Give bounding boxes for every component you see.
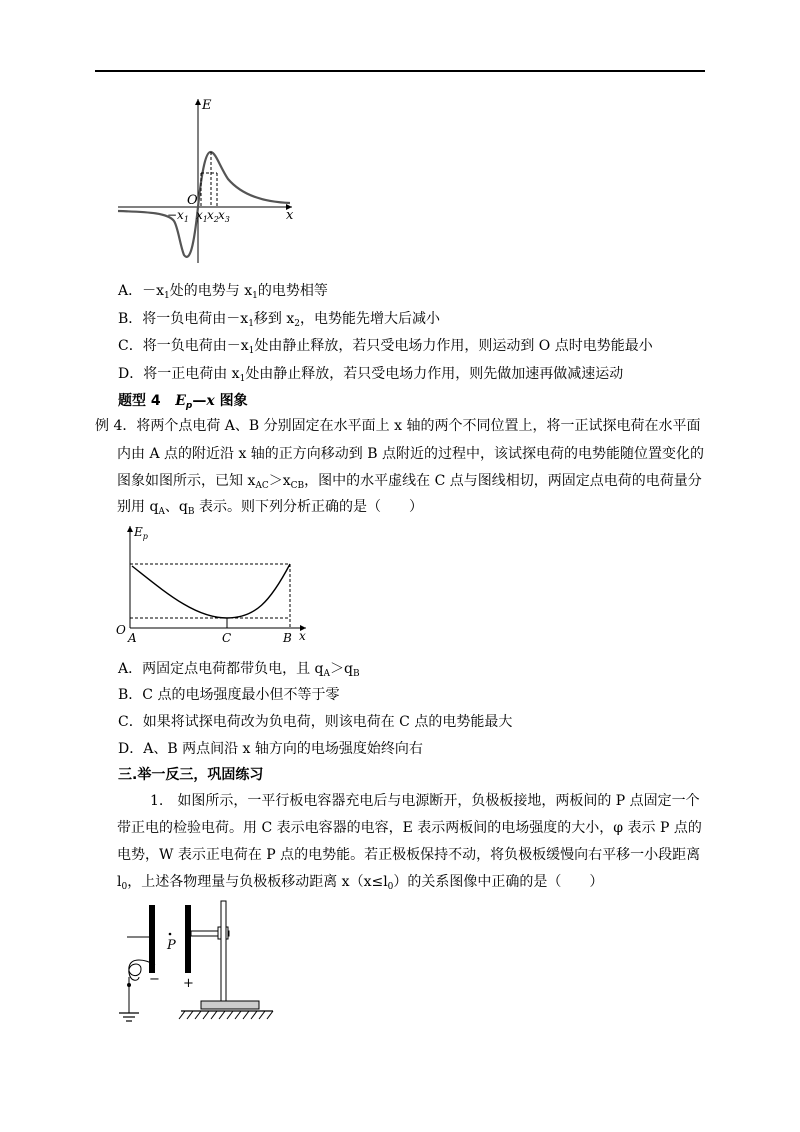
ground-node: [127, 983, 131, 987]
e-axis-arrow: [195, 99, 201, 105]
option-a: A．$-x_1$处的电势与 $x_1$的电势相等: [118, 283, 328, 301]
capacitor-apparatus-figure: [115, 897, 285, 1032]
stand-rod: [221, 901, 226, 1001]
ex4-option-b: B．C 点的电场强度最小但不等于零: [118, 687, 340, 703]
label-a: A: [128, 631, 137, 645]
ep-curve: [132, 564, 290, 618]
ex4-option-c: C．如果将试探电荷改为负电荷，则该电荷在 C 点的电势能最大: [118, 714, 513, 730]
label-b: B: [283, 631, 292, 645]
stand-base: [201, 1001, 259, 1009]
section-heading-3: 三.举一反三，巩固练习: [118, 767, 264, 783]
origin-label: O: [187, 193, 198, 208]
example4-line2: 内由 A 点的附近沿 x 轴的正方向移动到 B 点附近的过程中，该试探电荷的电势能随位置变化的: [117, 446, 704, 462]
ex4-option-a: A．两固定点电荷都带负电，且 $q_A>q_B$: [118, 661, 360, 679]
point-p-dot: [169, 933, 172, 936]
problem1-line3: 电势，W 表示正电荷在 P 点的电势能。若正极板保持不动，将负极板缓慢向右平移一小段距离: [117, 847, 701, 863]
e-x-curve: [118, 152, 290, 257]
problem1-line4: $l_0$，上述各物理量与负极板移动距离 $x(x\le l_0)$的关系图像中正确的是（ ）: [117, 874, 604, 892]
point-p-label: P: [167, 938, 176, 953]
problem1-line1: 1. 如图所示，一平行板电容器充电后与电源断开，负极板接地，两板间的 P 点固定一个: [150, 793, 700, 809]
ep-axis-arrow: [127, 526, 133, 532]
label-c: C: [222, 631, 232, 645]
ep-axis-label: $E_p$: [134, 525, 148, 541]
example4-line4: 别用 $q_A$、$q_B$ 表示。则下列分析正确的是（ ）: [117, 499, 423, 517]
option-c: C．将一负电荷由$-x_1$处由静止释放，若只受电场力作用，则运动到 O 点时电势能最小: [118, 338, 653, 356]
neg-x1-label: $-x_1$: [167, 208, 189, 224]
minus-sign: −: [149, 972, 160, 987]
header-rule: [95, 70, 705, 72]
example4-line1: 例 4．将两个点电荷 A、B 分别固定在水平面上 x 轴的两个不同位置上，将一正试探电荷在水平面: [95, 418, 701, 434]
x1-label: $x_1$: [196, 208, 208, 224]
option-d: D．将一正电荷由 $x_1$处由静止释放，若只受电场力作用，则先做加速再做减速运动: [118, 366, 624, 384]
x3-label: $x_3$: [218, 208, 230, 224]
origin-label: O: [116, 623, 126, 637]
x-axis-label: x: [299, 629, 306, 643]
problem1-line2: 带正电的检验电荷。用 C 表示电容器的电容，E 表示两板间的电场强度的大小，φ 表示 P 点的: [117, 820, 702, 836]
option-b: B．将一负电荷由$-x_1$移到 $x_2$，电势能先增大后减小: [118, 311, 441, 329]
e-axis-label: E: [202, 98, 212, 113]
table-hatching: [179, 1011, 273, 1019]
positive-plate: [185, 905, 191, 973]
plus-sign: +: [183, 976, 194, 991]
e-x-graph-figure: [110, 95, 310, 275]
ex4-option-d: D．A、B 两点间沿 x 轴方向的电场强度始终向右: [118, 741, 423, 757]
x2-label: $x_2$: [207, 208, 219, 224]
section-heading-4: 题型 4 $E_p—x$ 图象: [118, 393, 248, 411]
ep-x-graph-figure: [110, 522, 320, 652]
example4-line3: 图象如图所示，已知 $x_{AC}>x_{CB}$，图中的水平虚线在 C 点与图线相切，两固定点电荷的电荷量分: [117, 473, 702, 491]
x-axis-label: x: [286, 208, 294, 223]
